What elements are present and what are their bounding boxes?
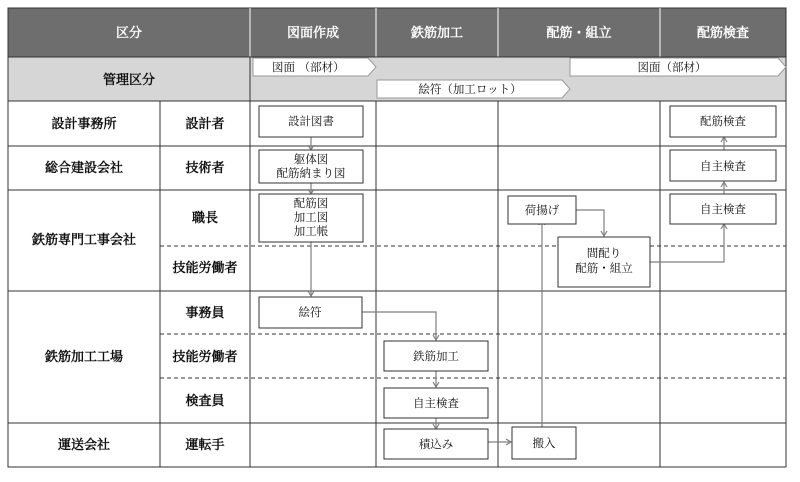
box-loading-text: 積込み <box>418 437 454 451</box>
org-transport: 運送会社 <box>57 438 111 453</box>
org-rebar-subcontractor: 鉄筋専門工事会社 <box>31 233 137 248</box>
subheader-label: 管理区分 <box>102 73 156 88</box>
box-rebar-processing-text: 鉄筋加工 <box>413 349 459 363</box>
role-driver: 運転手 <box>185 438 225 453</box>
arrow-banner-drawing-left-text: 図面 （部材） <box>272 60 345 74</box>
box-tag-text: 絵符 <box>298 305 322 319</box>
header-col-drawing: 図面作成 <box>286 26 340 41</box>
box-rebar-drawing-line2: 加工図 <box>293 210 329 224</box>
org-rebar-factory: 鉄筋加工工場 <box>44 350 124 365</box>
box-inspection-gc-text: 自主検査 <box>700 159 746 173</box>
box-delivery-text: 搬入 <box>532 436 556 450</box>
box-frame-drawing-line2: 配筋納まり図 <box>276 166 346 180</box>
header-col-processing: 鉄筋加工 <box>410 26 464 41</box>
header-col-inspection: 配筋検査 <box>696 26 750 41</box>
role-skilled-worker-factory: 技能労働者 <box>172 350 238 365</box>
role-clerk: 事務員 <box>185 306 225 321</box>
box-rebar-drawing-line3: 加工帳 <box>293 224 329 238</box>
box-assembly-line2: 配筋・組立 <box>575 261 633 275</box>
role-skilled-worker-sub: 技能労働者 <box>172 261 238 276</box>
box-factory-inspection-text: 自主検査 <box>413 396 459 410</box>
header-col-assembly: 配筋・組立 <box>546 26 612 41</box>
header-col-category: 区分 <box>115 26 143 41</box>
role-inspector: 検査員 <box>185 394 225 409</box>
org-general-contractor: 総合建設会社 <box>44 161 124 176</box>
role-engineer: 技術者 <box>185 161 225 176</box>
org-design-office: 設計事務所 <box>51 117 117 132</box>
role-foreman: 職長 <box>191 211 219 226</box>
arrow-banner-lot-text: 絵符（加工ロット） <box>418 82 522 96</box>
role-designer: 設計者 <box>185 117 225 132</box>
arrow-banner-drawing-right-text: 図面（部材） <box>637 60 707 74</box>
box-rebar-drawing-line1: 配筋図 <box>293 196 329 210</box>
box-inspection-sub-text: 自主検査 <box>700 202 746 216</box>
box-unloading-text: 荷揚げ <box>524 203 560 217</box>
box-assembly-line1: 間配り <box>586 246 622 260</box>
box-frame-drawing-line1: 躯体図 <box>293 152 329 166</box>
box-design-drawing-text: 設計図書 <box>288 114 334 128</box>
box-inspection-final-text: 配筋検査 <box>700 114 746 128</box>
